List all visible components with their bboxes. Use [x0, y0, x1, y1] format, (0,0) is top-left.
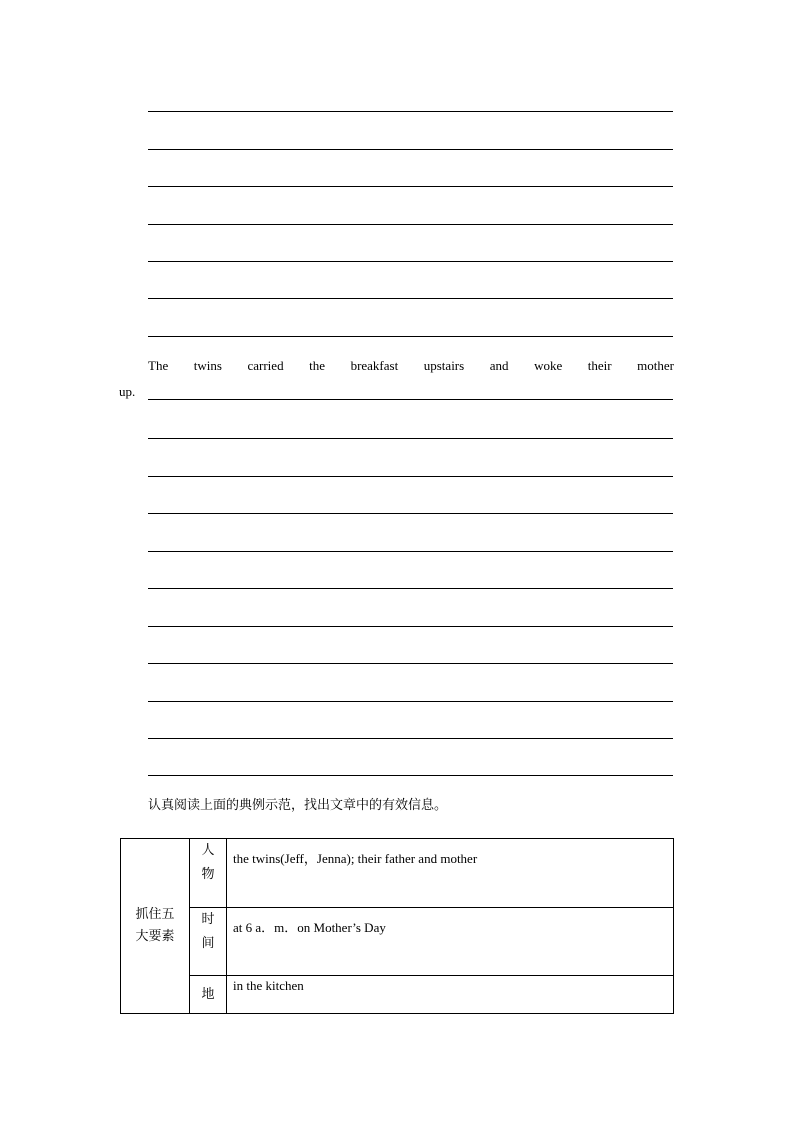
sentence-word: mother	[637, 358, 674, 373]
writing-line	[148, 775, 673, 776]
sentence-word: woke	[534, 358, 563, 373]
element-key-char: 时	[201, 912, 215, 927]
sentence-word: carried	[247, 358, 284, 373]
writing-line	[148, 336, 673, 337]
element-key-cell	[190, 976, 227, 1014]
writing-line	[148, 399, 673, 400]
table-row	[121, 908, 674, 976]
sentence-word: the	[309, 358, 326, 373]
element-key-char: 物	[201, 867, 215, 882]
writing-line	[148, 224, 673, 225]
writing-line	[148, 626, 673, 627]
writing-line	[148, 701, 673, 702]
sentence-word: their	[587, 358, 612, 373]
element-value-cell: the twins(Jeff，Jenna); their father and mother	[227, 839, 674, 908]
writing-line	[148, 588, 673, 589]
writing-line	[148, 663, 673, 664]
element-key-cell	[190, 908, 227, 976]
sentence-word: and	[489, 358, 509, 373]
element-value-cell: at 6 a．m．on Mother’s Day	[227, 908, 674, 976]
sentence-word: twins	[193, 358, 222, 373]
writing-line	[148, 149, 673, 150]
given-sentence	[148, 358, 674, 374]
group-label-line: 大要素	[135, 929, 175, 944]
writing-line	[148, 111, 673, 112]
writing-line	[148, 476, 673, 477]
sentence-word: breakfast	[350, 358, 399, 373]
instruction-text: 认真阅读上面的典例示范，找出文章中的有效信息。	[148, 798, 448, 813]
sentence-word: The	[148, 358, 169, 373]
writing-line	[148, 261, 673, 262]
element-key-char: 间	[201, 936, 215, 951]
element-key-char: 人	[201, 843, 215, 858]
writing-line	[148, 438, 673, 439]
writing-line	[148, 298, 673, 299]
writing-line	[148, 513, 673, 514]
sentence-word: upstairs	[423, 358, 465, 373]
writing-line	[148, 551, 673, 552]
five-elements-table	[120, 838, 674, 1014]
table-row	[121, 839, 674, 908]
table-row	[121, 976, 674, 1014]
element-value-cell: in the kitchen	[227, 976, 674, 1014]
group-label-line: 抓住五	[135, 907, 175, 922]
writing-line	[148, 738, 673, 739]
element-key-char: 地	[201, 986, 215, 1002]
group-label-cell	[121, 839, 190, 1014]
element-key-cell	[190, 839, 227, 908]
writing-line	[148, 186, 673, 187]
sentence-end: up.	[119, 384, 136, 399]
